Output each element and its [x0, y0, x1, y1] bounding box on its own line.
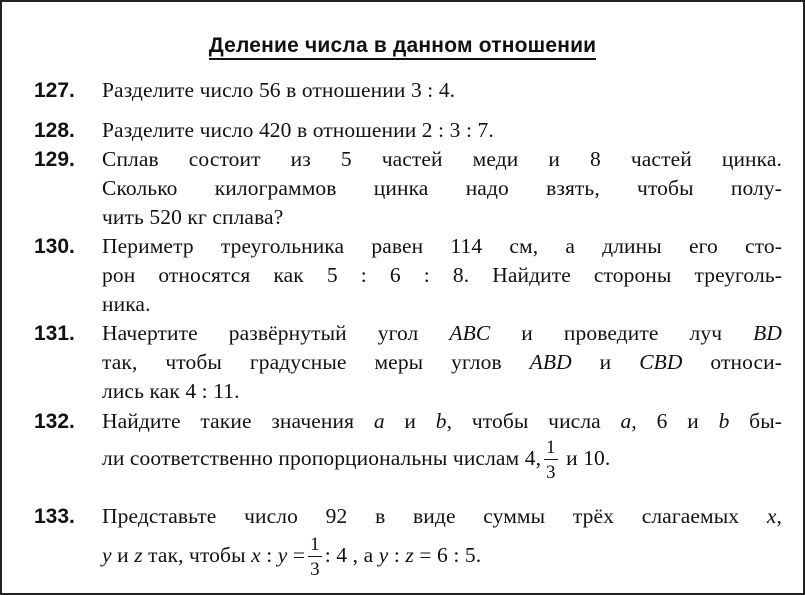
problem-text-line: ника.: [102, 292, 151, 316]
fraction-one-third: $\frac{1}{3}$: [310, 534, 320, 580]
problem-text-line: Найдите такие значения a и b, чтобы числа a, 6 и b бы-: [102, 409, 783, 433]
problem-text-line: Периметр треугольника равен 114 см, а длины его сто-: [102, 234, 782, 258]
problem-number: 127.: [34, 79, 75, 102]
problem-text-line: так, чтобы градусные меры углов ABD и CBD относи-: [102, 350, 782, 374]
problem-number: 129.: [34, 148, 75, 171]
problem-number: 128.: [34, 119, 75, 142]
var-b: b: [718, 409, 730, 433]
var-z: z: [405, 542, 414, 567]
problem-number: 130.: [34, 235, 75, 258]
problem-text-line: рон относятся как 5 : 6 : 8. Найдите стороны треуголь-: [102, 263, 782, 287]
angle-abd: ABD: [529, 350, 572, 374]
problem-text-line: Представьте число 92 в виде суммы трёх слагаемых x,: [102, 504, 782, 528]
var-z: z: [134, 542, 143, 567]
problem-131: [34, 319, 782, 406]
problem-129: [34, 145, 782, 232]
page-title: Деление числа в данном отношении: [2, 34, 803, 58]
problem-text-line: Начертите развёрнутый угол ABC и проведите луч BD: [102, 321, 782, 345]
problem-132: [34, 407, 782, 482]
problem-text-line: чить 520 кг сплава?: [102, 205, 284, 229]
problem-128: [34, 116, 782, 145]
problem-text-line: Сколько килограммов цинка надо взять, чтобы полу-: [102, 176, 782, 200]
angle-abc: ABC: [449, 321, 491, 345]
problem-127: [34, 76, 782, 105]
problem-text-line: ли соответственно пропорциональны числам 4, $\frac{1}{3}$ и 10.: [102, 437, 611, 483]
problem-133: [34, 502, 782, 579]
problem-text: Разделите число 420 в отношении 2 : 3 : 7.: [102, 118, 494, 142]
var-y: y: [378, 542, 389, 567]
var-a: a: [620, 409, 632, 433]
angle-cbd: CBD: [639, 350, 683, 374]
problem-130: [34, 232, 782, 319]
problem-text-line: y и z так, чтобы x : y = $\frac{1}{3}$ : 4 , а y : z = 6 : 5.: [102, 534, 482, 580]
problem-number: 132.: [34, 410, 75, 433]
ray-bd: BD: [753, 321, 782, 345]
var-x: x: [766, 504, 777, 528]
var-y: y: [102, 542, 112, 567]
var-b: b: [435, 409, 447, 433]
problem-number: 133.: [34, 505, 75, 528]
problem-text: Разделите число 56 в отношении 3 : 4.: [102, 78, 456, 102]
fraction-one-third: $\frac{1}{3}$: [546, 437, 556, 483]
problem-number: 131.: [34, 322, 75, 345]
problem-text-line: лись как 4 : 11.: [102, 379, 240, 403]
var-a: a: [373, 409, 385, 433]
var-x: x: [251, 542, 261, 567]
problem-text-line: Сплав состоит из 5 частей меди и 8 частей цинка.: [102, 147, 782, 171]
var-y: y: [277, 542, 288, 567]
